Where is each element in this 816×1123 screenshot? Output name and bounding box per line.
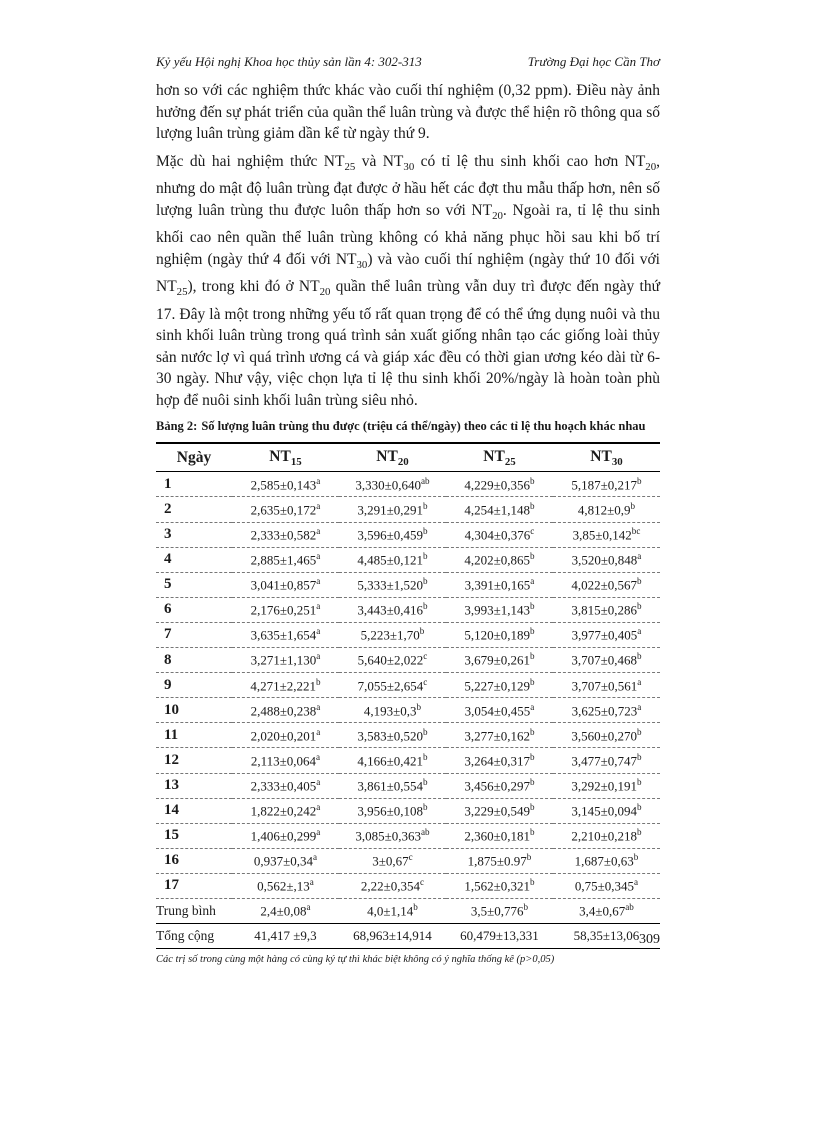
value-cell: 60,479±13,331 <box>446 924 553 949</box>
table-body <box>156 472 660 949</box>
day-cell: 16 <box>156 848 232 873</box>
value-cell: 4,193±0,3$^b$ <box>339 698 446 723</box>
value-cell: 68,963±14,914 <box>339 924 446 949</box>
table-caption-text: Số lượng luân trùng thu được (triệu cá thể/ngày) theo các tỉ lệ thu hoạch khác nhau <box>201 419 646 434</box>
table-row <box>156 547 660 572</box>
value-cell: 3,229±0,549$^b$ <box>446 798 553 823</box>
value-cell: 0,562±,13$^a$ <box>232 873 339 898</box>
paragraph-2: Mặc dù hai nghiệm thức $NT_{25}$ và $NT_{30}$ có tỉ lệ thu sinh khối cao hơn $NT_{20}$, nhưng do mật độ luân trùng đạt được ở hầu hết các đợt thu mẫu thấp hơn, nên số lượng luân trùng thu được luôn thấp hơn so với $NT_{20}$. Ngoài ra, tỉ lệ thu sinh khối cao nên quần thể luân trùng không có khả năng phục hồi sau khi bố trí nghiệm (ngày thứ 4 đối với $NT_{30}$) và vào cuối thí nghiệm (ngày thứ 10 đối với $NT_{25}$), trong khi đó ở $NT_{20}$ quần thể luân trùng vẫn duy trì được đến ngày thứ 17. Đây là một trong những yếu tố rất quan trọng để có thể ứng dụng nuôi và thu sinh khối luân trùng trong quá trình sản xuất giống nhân tạo các giống loài thủy sản nước lợ vì quá trình ương cá và giáp xác đều có thời gian ương kéo dài từ 6-30 ngày. Như vậy, việc chọn lựa tỉ lệ thu sinh khối 20%/ngày là hoàn toàn phù hợp để nuôi sinh khối luân trùng siêu nhỏ. <box>156 152 661 409</box>
value-cell: 58,35±13,06 <box>553 924 660 949</box>
day-cell: 10 <box>156 698 232 723</box>
day-cell: 8 <box>156 648 232 673</box>
value-cell: 3,815±0,286$^b$ <box>553 597 660 622</box>
value-cell: 5,333±1,520$^b$ <box>339 572 446 597</box>
day-cell: 2 <box>156 497 232 522</box>
day-cell: 9 <box>156 673 232 698</box>
value-cell: 1,406±0,299$^a$ <box>232 823 339 848</box>
value-cell: 3,560±0,270$^b$ <box>553 723 660 748</box>
value-cell: 3,145±0,094$^b$ <box>553 798 660 823</box>
value-cell: 3,85±0,142$^{bc}$ <box>553 522 660 547</box>
data-table <box>156 442 660 949</box>
day-cell: 15 <box>156 823 232 848</box>
value-cell: 4,166±0,421$^b$ <box>339 748 446 773</box>
value-cell: 4,812±0,9$^b$ <box>553 497 660 522</box>
value-cell: 3,041±0,857$^a$ <box>232 572 339 597</box>
day-cell: 13 <box>156 773 232 798</box>
table-row <box>156 648 660 673</box>
value-cell: 1,875±0.97$^b$ <box>446 848 553 873</box>
value-cell: 2,113±0,064$^a$ <box>232 748 339 773</box>
value-cell: 2,333±0,582$^a$ <box>232 522 339 547</box>
value-cell: 3,635±1,654$^a$ <box>232 622 339 647</box>
value-cell: 41,417 ±9,3 <box>232 924 339 949</box>
day-cell: 7 <box>156 622 232 647</box>
table-row <box>156 497 660 522</box>
table-row <box>156 773 660 798</box>
value-cell: 3,583±0,520$^b$ <box>339 723 446 748</box>
value-cell: 3,477±0,747$^b$ <box>553 748 660 773</box>
day-cell: 6 <box>156 597 232 622</box>
table-summary-row <box>156 924 660 949</box>
column-header: $NT_{30}$ <box>553 443 660 472</box>
value-cell: 2,885±1,465$^a$ <box>232 547 339 572</box>
value-cell: 0,75±0,345$^a$ <box>553 873 660 898</box>
value-cell: 3,292±0,191$^b$ <box>553 773 660 798</box>
value-cell: 3,993±1,143$^b$ <box>446 597 553 622</box>
value-cell: 3±0,67$^c$ <box>339 848 446 873</box>
value-cell: 3,085±0,363$^{ab}$ <box>339 823 446 848</box>
value-cell: 3,520±0,848$^a$ <box>553 547 660 572</box>
value-cell: 3,956±0,108$^b$ <box>339 798 446 823</box>
value-cell: 7,055±2,654$^c$ <box>339 673 446 698</box>
page-content <box>156 80 660 965</box>
value-cell: 4,202±0,865$^b$ <box>446 547 553 572</box>
column-header: Ngày <box>156 443 232 472</box>
value-cell: 4,0±1,14$^b$ <box>339 898 446 923</box>
value-cell: 4,485±0,121$^b$ <box>339 547 446 572</box>
table-caption-label: Bảng 2: <box>156 419 198 434</box>
day-cell: 1 <box>156 472 232 497</box>
paragraph-1: hơn so với các nghiệm thức khác vào cuối thí nghiệm (0,32 ppm). Điều này ảnh hưởng đến sự phát triển của quần thể luân trùng và được thể hiện rõ thông qua số lượng luân trùng giảm dần kể từ ngày thứ 9. <box>156 82 660 142</box>
table-row <box>156 622 660 647</box>
value-cell: 3,707±0,468$^b$ <box>553 648 660 673</box>
value-cell: 3,596±0,459$^b$ <box>339 522 446 547</box>
table-row <box>156 472 660 497</box>
value-cell: 2,4±0,08$^a$ <box>232 898 339 923</box>
value-cell: 3,456±0,297$^b$ <box>446 773 553 798</box>
table-row <box>156 522 660 547</box>
table-summary-row <box>156 898 660 923</box>
value-cell: 2,22±0,354$^c$ <box>339 873 446 898</box>
value-cell: 3,4±0,67$^{ab}$ <box>553 898 660 923</box>
table-row <box>156 673 660 698</box>
value-cell: 4,254±1,148$^b$ <box>446 497 553 522</box>
value-cell: 2,020±0,201$^a$ <box>232 723 339 748</box>
day-cell: Trung bình <box>156 898 232 923</box>
table-row <box>156 723 660 748</box>
running-header <box>156 54 660 70</box>
value-cell: 3,679±0,261$^b$ <box>446 648 553 673</box>
page-number: 309 <box>639 932 660 947</box>
value-cell: 2,176±0,251$^a$ <box>232 597 339 622</box>
value-cell: 4,022±0,567$^b$ <box>553 572 660 597</box>
day-cell: 11 <box>156 723 232 748</box>
table-row <box>156 823 660 848</box>
value-cell: 3,707±0,561$^a$ <box>553 673 660 698</box>
value-cell: 3,271±1,130$^a$ <box>232 648 339 673</box>
value-cell: 3,443±0,416$^b$ <box>339 597 446 622</box>
value-cell: 0,937±0,34$^a$ <box>232 848 339 873</box>
value-cell: 2,360±0,181$^b$ <box>446 823 553 848</box>
value-cell: 3,861±0,554$^b$ <box>339 773 446 798</box>
table-header-row <box>156 443 660 472</box>
value-cell: 2,333±0,405$^a$ <box>232 773 339 798</box>
value-cell: 2,635±0,172$^a$ <box>232 497 339 522</box>
value-cell: 3,625±0,723$^a$ <box>553 698 660 723</box>
table-row <box>156 748 660 773</box>
value-cell: 4,229±0,356$^b$ <box>446 472 553 497</box>
value-cell: 5,227±0,129$^b$ <box>446 673 553 698</box>
column-header: $NT_{20}$ <box>339 443 446 472</box>
value-cell: 4,271±2,221$^b$ <box>232 673 339 698</box>
table-caption <box>156 418 660 434</box>
value-cell: 3,291±0,291$^b$ <box>339 497 446 522</box>
column-header: $NT_{15}$ <box>232 443 339 472</box>
table-row <box>156 698 660 723</box>
value-cell: 2,210±0,218$^b$ <box>553 823 660 848</box>
value-cell: 2,488±0,238$^a$ <box>232 698 339 723</box>
value-cell: 3,391±0,165$^a$ <box>446 572 553 597</box>
day-cell: 4 <box>156 547 232 572</box>
value-cell: 5,120±0,189$^b$ <box>446 622 553 647</box>
value-cell: 1,562±0,321$^b$ <box>446 873 553 898</box>
table-row <box>156 848 660 873</box>
day-cell: 5 <box>156 572 232 597</box>
value-cell: 5,223±1,70$^b$ <box>339 622 446 647</box>
value-cell: 3,977±0,405$^a$ <box>553 622 660 647</box>
value-cell: 3,5±0,776$^b$ <box>446 898 553 923</box>
day-cell: 3 <box>156 522 232 547</box>
value-cell: 1,687±0,63$^b$ <box>553 848 660 873</box>
header-university: Trường Đại học Cần Thơ <box>527 54 660 69</box>
value-cell: 5,640±2,022$^c$ <box>339 648 446 673</box>
value-cell: 3,330±0,640$^{ab}$ <box>339 472 446 497</box>
table-footnote: Các trị số trong cùng một hàng có cùng ký tự thì khác biệt không có ý nghĩa thống kê (p>0,05) <box>156 954 555 966</box>
column-header: $NT_{25}$ <box>446 443 553 472</box>
table-row <box>156 873 660 898</box>
day-cell: Tổng cộng <box>156 924 232 949</box>
table-row <box>156 798 660 823</box>
table-row <box>156 572 660 597</box>
header-journal: Kỷ yếu Hội nghị Khoa học thủy sản lần 4: 302-313 <box>156 54 422 69</box>
value-cell: 3,054±0,455$^a$ <box>446 698 553 723</box>
value-cell: 3,264±0,317$^b$ <box>446 748 553 773</box>
value-cell: 3,277±0,162$^b$ <box>446 723 553 748</box>
day-cell: 17 <box>156 873 232 898</box>
day-cell: 14 <box>156 798 232 823</box>
value-cell: 2,585±0,143$^a$ <box>232 472 339 497</box>
day-cell: 12 <box>156 748 232 773</box>
value-cell: 1,822±0,242$^a$ <box>232 798 339 823</box>
table-row <box>156 597 660 622</box>
value-cell: 5,187±0,217$^b$ <box>553 472 660 497</box>
value-cell: 4,304±0,376$^c$ <box>446 522 553 547</box>
